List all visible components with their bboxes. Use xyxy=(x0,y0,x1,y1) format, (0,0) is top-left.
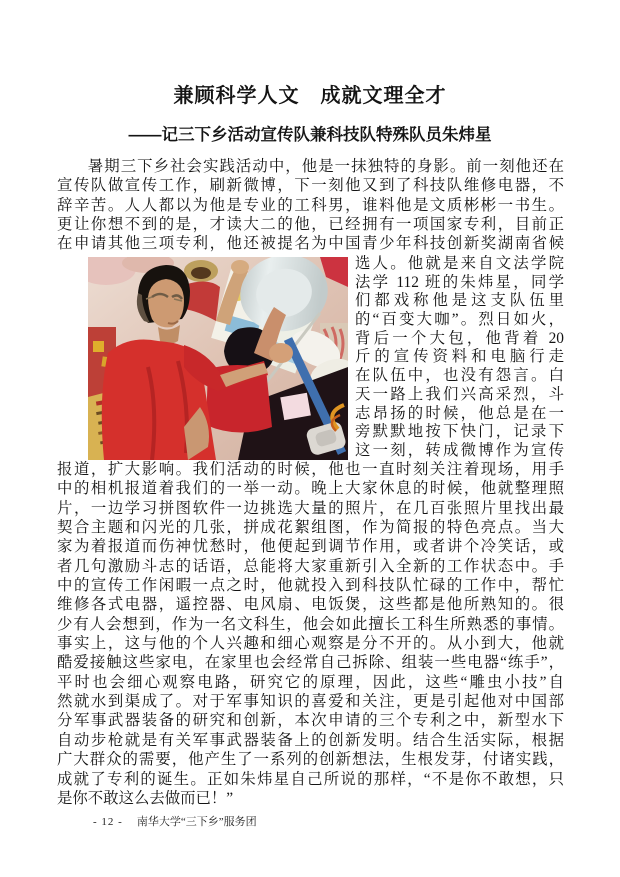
page-number: - 12 - xyxy=(93,816,123,828)
page-title: 兼顾科学人文 成就文理全才 xyxy=(173,85,447,107)
page-subtitle: ——记三下乡活动宣传队兼科技队特殊队员朱炜星 xyxy=(128,126,492,144)
body-line: 选人。他就是来自文法学院 xyxy=(355,255,564,272)
body-line: 酷爱接触这些家电，在家里也会经常自己拆除、组装一些电器“练手”， xyxy=(57,654,564,672)
body-line: 中的宣传工作闲暇一点之时，他就投入到科技队忙碌的工作中，帮忙 xyxy=(57,577,564,595)
body-line: 成就了专利的诞生。正如朱炜星自己所说的那样，“不是你不敢想，只 xyxy=(57,770,564,788)
body-line: 这一刻，转成微博作为宣传 xyxy=(355,441,564,459)
body-line: 背后一个大包，他背着 20 xyxy=(355,329,564,347)
body-line: 们都戏称他是这支队伍里 xyxy=(355,292,564,310)
paragraph-beside-photo xyxy=(355,255,564,461)
body-line: 自动步枪就是有关军事武器装备上的创新发明。结合生活实际，根据 xyxy=(57,731,564,749)
body-line: 报道，扩大影响。我们活动的时候，他也一直时刻关注着现场，用手 xyxy=(57,461,564,478)
body-line: 者几句激励斗志的话语，总能将大家重新引入全新的工作状态中。手 xyxy=(57,557,564,575)
paragraph-main xyxy=(57,460,564,808)
body-line: 少有人会想到，作为一名文科生，他会如此擅长工科生所熟悉的事情。 xyxy=(57,615,564,633)
body-line: 平时也会细心观察电路，研究它的原理，因此，这些“雕虫小技”自 xyxy=(57,673,564,691)
body-line: 法学 112 班的朱炜星，同学 xyxy=(355,273,564,291)
footer-organization: 南华大学“三下乡”服务团 xyxy=(136,816,257,828)
body-line: 然就水到渠成了。对于军事知识的喜爱和关注，更是引起他对中国部 xyxy=(57,693,564,711)
body-line: 契合主题和闪光的几张，拼成花絮组图，作为简报的特色亮点。当大 xyxy=(57,519,564,537)
body-line: 分军事武器装备的研究和创新，本次申请的三个专利之中，新型水下 xyxy=(57,712,564,730)
body-line: 片，一边学习拼图软件一边挑选大量的照片，在几百张照片里找出最 xyxy=(57,499,564,517)
body-line: 辞辛苦。人人都以为他是专业的工科男，谁料他是文质彬彬一书生。 xyxy=(57,196,564,214)
body-line: 旁默默地按下快门，记录下 xyxy=(355,423,564,441)
body-line: 更让你想不到的是，才读大二的他，已经拥有一项国家专利，目前正 xyxy=(57,216,564,234)
body-line: 在队伍中，也没有怨言。白 xyxy=(355,367,564,385)
body-line: 广大群众的需要，他产生了一系列的创新想法，生根发芽，付诸实践， xyxy=(57,751,564,769)
body-line: 家为着报道而伤神忧愁时，他便起到调节作用，或者讲个冷笑话，或 xyxy=(57,538,564,556)
body-line: 事实上，这与他的个人兴趣和细心观察是分不开的。从小到大，他就 xyxy=(57,635,564,653)
page-footer xyxy=(93,813,257,829)
article-photo xyxy=(88,257,348,460)
body-line: 斤的宣传资料和电脑行走 xyxy=(355,348,564,366)
body-line: 是你不敢这么去做而已！” xyxy=(57,789,234,807)
body-line: 维修各式电器，遥控器、电风扇、电饭煲，这些都是他所熟知的。很 xyxy=(57,596,564,614)
body-line: 中的相机报道着我们的一举一动。晚上大家休息的时候，他就整理照 xyxy=(57,480,564,498)
paragraph-intro xyxy=(57,157,564,254)
body-line: 宣传队做宣传工作，刷新微博，下一刻他又到了科技队维修电器，不 xyxy=(57,177,564,195)
body-line: 在申请其他三项专利，他还被提名为中国青少年科技创新奖湖南省候 xyxy=(57,235,564,253)
body-line: 志昂扬的时候，他总是在一 xyxy=(355,404,564,422)
body-line: 暑期三下乡社会实践活动中，他是一抹独特的身影。前一刻他还在 xyxy=(87,158,564,175)
body-line: 天一路上我们兴高采烈，斗 xyxy=(355,385,564,403)
body-line: 的“百变大咖”。烈日如火， xyxy=(355,311,564,329)
photo-illustration xyxy=(88,257,348,460)
